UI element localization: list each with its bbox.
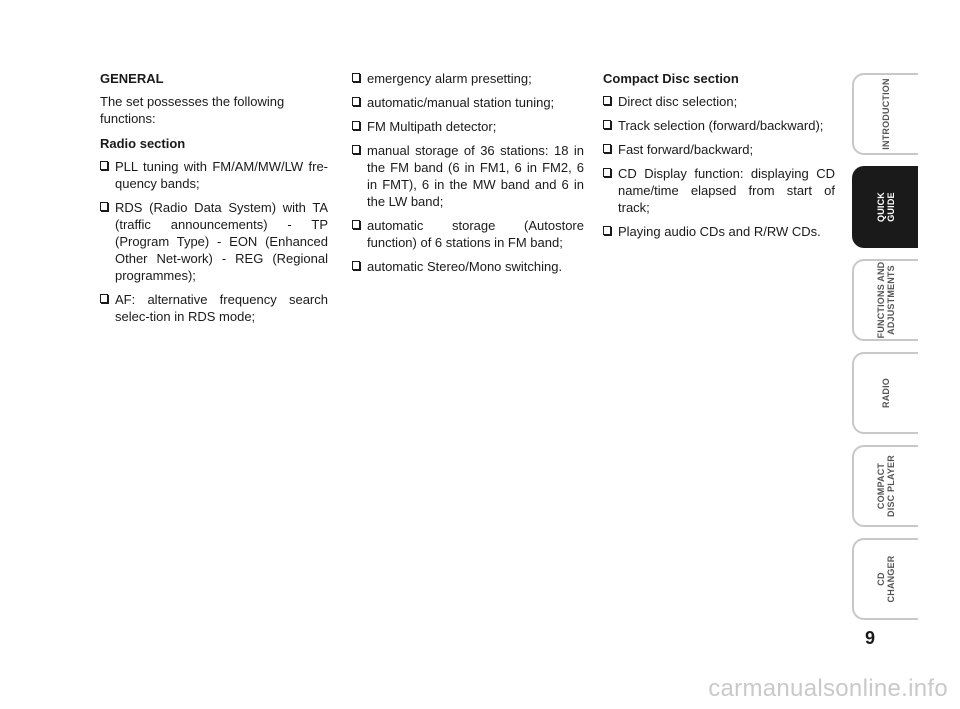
checkbox-bullet-icon (603, 96, 611, 105)
section-tabs (852, 73, 918, 631)
checkbox-bullet-icon (100, 294, 108, 303)
list-item: Track selection (forward/backward); (603, 117, 835, 134)
list-item: Fast forward/backward; (603, 141, 835, 158)
tab-label: RADIO (881, 378, 891, 408)
checkbox-bullet-icon (352, 261, 360, 270)
list-item: RDS (Radio Data System) with TA (traffic announcements) - TP (Program Type) - EON (Enhanced Other Net-work) - REG (Regional programmes); (100, 199, 328, 284)
tab-label: CD CHANGER (876, 555, 896, 603)
checkbox-bullet-icon (352, 73, 360, 82)
list-item: automatic Stereo/Mono switching. (352, 258, 584, 275)
checkbox-bullet-icon (352, 145, 360, 154)
list-item: Direct disc selection; (603, 93, 835, 110)
tab-introduction[interactable] (852, 73, 918, 155)
page-number: 9 (864, 628, 875, 648)
tab-label: FUNCTIONS AND ADJUSTMENTS (876, 261, 896, 339)
tab-compact-disc-player[interactable] (852, 445, 918, 527)
compact-disc-section-title: Compact Disc section (603, 71, 739, 86)
watermark: carmanualsonline.info (708, 675, 948, 702)
general-heading: GENERAL (100, 71, 164, 86)
checkbox-bullet-icon (603, 226, 611, 235)
list-item: emergency alarm presetting; (352, 70, 584, 87)
list-item: Playing audio CDs and R/RW CDs. (603, 223, 835, 240)
list-item: PLL tuning with FM/AM/MW/LW fre-quency bands; (100, 158, 328, 192)
tab-label: COMPACT DISC PLAYER (876, 455, 896, 517)
checkbox-bullet-icon (603, 120, 611, 129)
checkbox-bullet-icon (352, 121, 360, 130)
tab-radio[interactable] (852, 352, 918, 434)
checkbox-bullet-icon (352, 97, 360, 106)
tab-label: INTRODUCTION (881, 78, 891, 150)
checkbox-bullet-icon (100, 202, 108, 211)
checkbox-bullet-icon (352, 220, 360, 229)
column-general (100, 70, 328, 332)
column-compact-disc (603, 70, 835, 247)
column-radio-continued (352, 70, 584, 282)
tab-label: QUICK GUIDE (876, 192, 896, 222)
checkbox-bullet-icon (100, 161, 108, 170)
tab-functions-and-adjustments[interactable] (852, 259, 918, 341)
list-item: FM Multipath detector; (352, 118, 584, 135)
list-item: manual storage of 36 stations: 18 in the FM band (6 in FM1, 6 in FM2, 6 in FMT), 6 in the MW band and 6 in the LW band; (352, 142, 584, 210)
list-item: CD Display function: displaying CD name/time elapsed from start of track; (603, 165, 835, 216)
radio-section-title: Radio section (100, 136, 186, 151)
list-item: automatic storage (Autostore function) of 6 stations in FM band; (352, 217, 584, 251)
tab-cd-changer[interactable] (852, 538, 918, 620)
checkbox-bullet-icon (603, 144, 611, 153)
list-item: automatic/manual station tuning; (352, 94, 584, 111)
checkbox-bullet-icon (603, 168, 611, 177)
list-item: AF: alternative frequency search selec-tion in RDS mode; (100, 291, 328, 325)
general-intro: The set possesses the following functions: (100, 94, 285, 126)
tab-quick-guide[interactable] (852, 166, 918, 248)
